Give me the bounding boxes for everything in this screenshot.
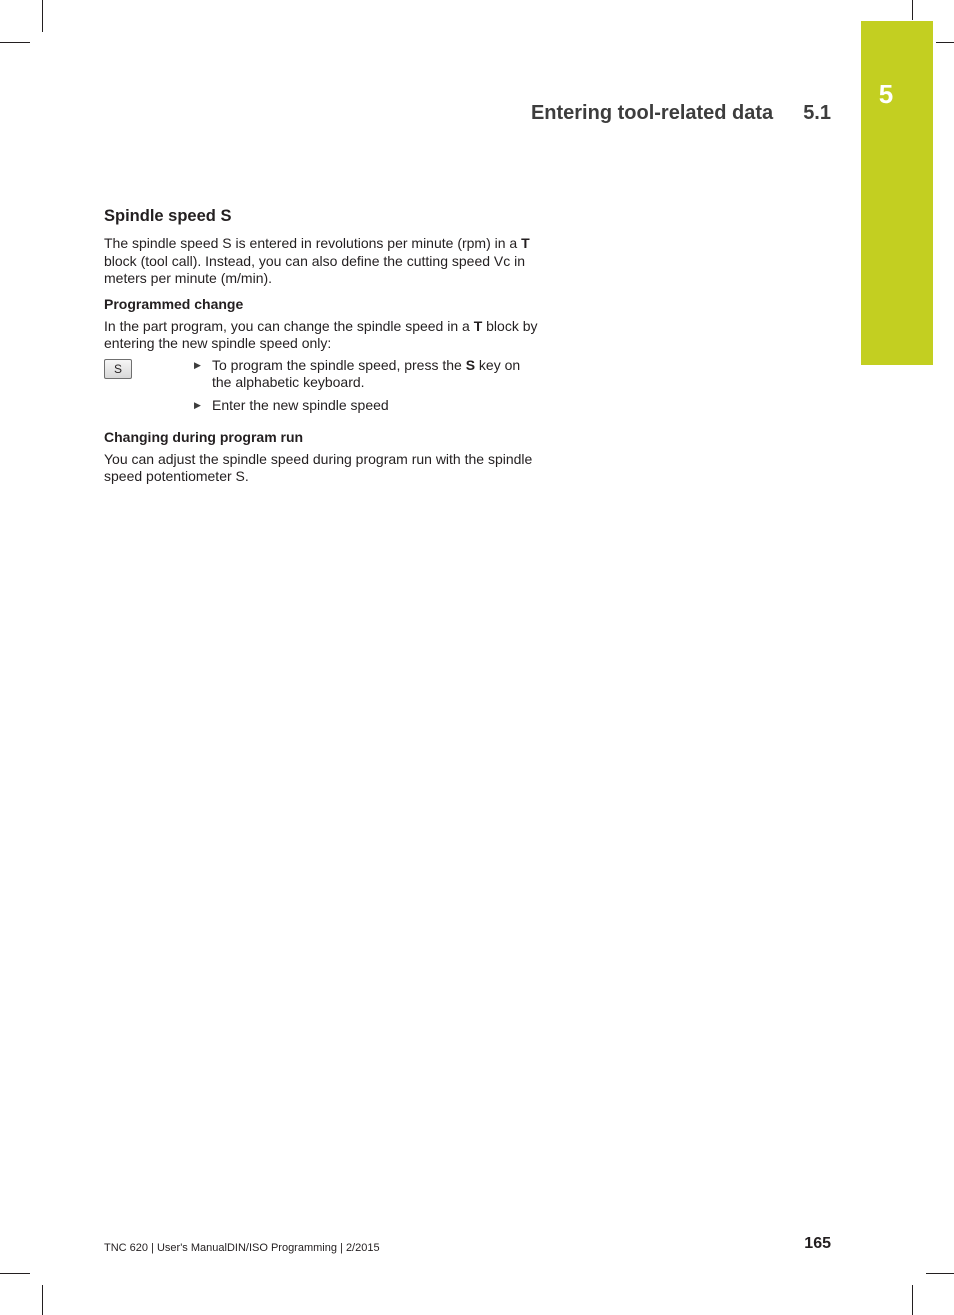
step-list — [194, 357, 539, 420]
crop-mark — [936, 42, 954, 43]
chapter-tab — [861, 21, 933, 365]
intro-bold-t: T — [521, 235, 530, 251]
programmed-change-bold-t: T — [473, 317, 483, 334]
crop-mark — [42, 0, 43, 32]
footer-text: TNC 620 | User's ManualDIN/ISO Programming | 2/2015 — [104, 1242, 380, 1254]
crop-mark — [912, 1285, 913, 1315]
list-item — [194, 397, 539, 415]
changing-during-run-paragraph: You can adjust the spindle speed during program run with the spindle speed potentiometer S. — [104, 450, 533, 484]
crop-mark — [912, 0, 913, 20]
changing-during-run-heading: Changing during program run — [104, 428, 304, 445]
list-item — [194, 357, 539, 392]
instruction-block — [104, 357, 544, 417]
programmed-change-paragraph — [104, 318, 544, 353]
page-number: 165 — [804, 1235, 831, 1252]
triangle-right-icon: ▶ — [194, 359, 201, 370]
crop-mark — [0, 1273, 30, 1274]
crop-mark — [0, 42, 30, 43]
main-content — [104, 205, 544, 486]
running-header — [531, 102, 831, 125]
programmed-change-text: In the part program, you can change the spindle speed in a — [104, 317, 474, 334]
step-bold-s: S — [465, 356, 476, 373]
programmed-change-text-continued: block by entering the new spindle speed only: — [104, 317, 538, 351]
s-key-icon: S — [104, 359, 132, 379]
intro-paragraph — [104, 235, 544, 288]
running-header-title: Entering tool-related data — [530, 102, 774, 124]
intro-text: The spindle speed S is entered in revolutions per minute (rpm) in a — [104, 235, 522, 251]
triangle-right-icon: ▶ — [194, 399, 201, 410]
step-text: Enter the new spindle speed — [212, 396, 389, 413]
programmed-change-heading: Programmed change — [104, 295, 244, 312]
intro-text-continued: block (tool call). Instead, you can also define the cutting speed Vc in meters per minute (m/min). — [104, 252, 526, 286]
running-header-section-number: 5.1 — [803, 102, 831, 124]
step-text-continued: key on the alphabetic keyboard. — [212, 356, 521, 390]
chapter-number: 5 — [878, 79, 894, 109]
crop-mark — [42, 1285, 43, 1315]
crop-mark — [926, 1273, 954, 1274]
step-text: To program the spindle speed, press the — [212, 356, 466, 373]
section-title: Spindle speed S — [104, 207, 232, 225]
